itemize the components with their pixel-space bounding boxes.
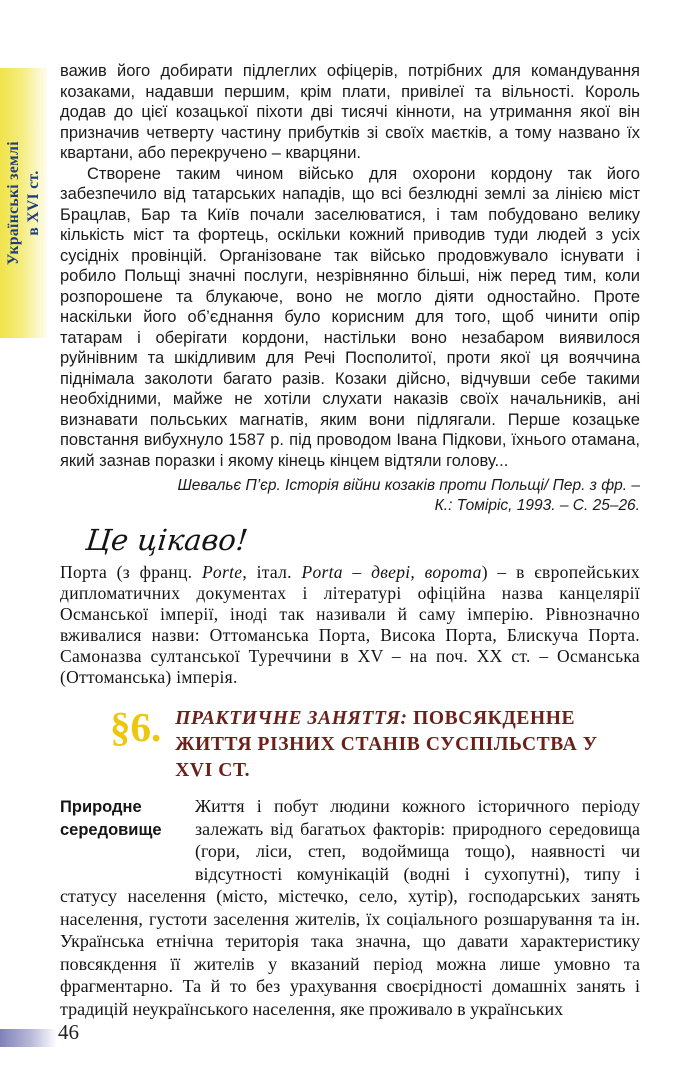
- interesting-text-2: , італ.: [242, 562, 302, 582]
- interesting-text-3: –: [342, 562, 372, 582]
- margin-label-natural-environment: Природне середовище: [60, 798, 162, 839]
- section-title: [175, 704, 640, 784]
- lesson-block: [60, 795, 640, 1020]
- excerpt-paragraph-2: Створене таким чином військо для охорони кордону так його забезпечило від татарських нападів, що всі безлюдні землі за лінією міст Брацлав, Бар та Київ почали заселюватися, і там побудовано велику кількість міст та фортець, оскільки кожний приводив туди людей з усіх сусідніх провінцій. Організоване так військо продовжувало існувати і робило Польщі значні послуги, незрівнянно більші, ніж перед тим, коли розпорошене та блукаюче, воно не могло діяти одностайно. Проте наскільки його об’єднання було корисним для того, щоб чинити опір татарам і оберігати кордони, настільки воно незабаром виявилося руйнівним та шкідливим для Речі Посполитої, проти якої ця вояччина піднімала заколоти багато разів. Козаки дійсно, відчувши себе такими необхідними, майже не хотіли слухати наказів своїх начальників, ані визнавати польських магнатів, яким вони підлягали. Перше козацьке повстання вибухнуло 1587 р. під проводом Івана Підкови, їхнього отамана, який зазнав поразки і якому кінець кінцем відтяли голову...: [60, 164, 640, 470]
- chapter-tab: [0, 68, 47, 338]
- text-column: [60, 61, 640, 1020]
- interesting-text-4: ) – в європейських дипломатичних документах і літературі офіційна назва канцелярії Османської імперії, іноді так називали й саму імперію. Рівнозначно вживалися назви: Оттоманська Порта, Висока Порта, Блискуча Порта. Самоназва султанської Туреччини в XV – на поч. XX ст. – Османська (Оттоманська) імперія.: [60, 562, 640, 687]
- chapter-tab-line1: Українські землі: [4, 141, 22, 265]
- interesting-text-1: Порта (з франц.: [60, 562, 202, 582]
- chapter-tab-line2: в XVI ст.: [24, 170, 42, 236]
- source-citation: [60, 476, 640, 516]
- section-title-italic-part: ПРАКТИЧНЕ ЗАНЯТТЯ:: [175, 708, 408, 729]
- section-number: §6.: [110, 704, 162, 750]
- excerpt-paragraph-1: важив його добирати підлеглих офіцерів, потрібних для командування козаками, надавши першим, крім плати, привілеї та вільності. Король додав до цієї козацької піхоти дві тисячі кінноти, на утримання якої він призначив четверту частину прибутків зі своїх маєтків, а тому названо їх квартани, або перекручено – кварцяни.: [60, 62, 640, 162]
- interesting-term-translation: двері, ворота: [371, 562, 482, 582]
- section-heading: [110, 704, 640, 784]
- interesting-paragraph: [60, 562, 640, 688]
- page-number: 46: [58, 1020, 79, 1044]
- interesting-heading: Це цікаво!: [84, 523, 250, 557]
- interesting-term-porta: Porta: [301, 562, 343, 582]
- footer-decoration-strip: [0, 1029, 57, 1047]
- lesson-paragraph: Життя і побут людини кожного історичного періоду залежать від багатьох факторів: природного середовища (гори, ліси, степ, водоймища тощо), наявності чи відсутності комунікацій (водні і сухопутні), типу і статусу населення (місто, містечко, село, хутір), господарських занять населення, густоти заселення жителів, їх соціального розшарування та ін. Українська етнічна територія така значна, що давати характеристику повсякдення її жителів у вказаний період можна лише умовно та фрагментарно. Та й то без урахування своєрідності домашніх занять і традицій неукраїнського населення, яке проживало в українських: [60, 796, 640, 1019]
- interesting-term-porte: Porte: [201, 562, 243, 582]
- citation-line1: Шевальє П’єр. Історія війни козаків проти Польщі/ Пер. з фр. –: [177, 477, 640, 494]
- citation-line2: К.: Томіріс, 1993. – С. 25–26.: [434, 497, 640, 514]
- chapter-tab-label: [4, 68, 44, 338]
- section-title-rest: ПОВСЯКДЕННЕ ЖИТТЯ РІЗНИХ СТАНІВ СУСПІЛЬСТВА У XVI СТ.: [175, 708, 598, 781]
